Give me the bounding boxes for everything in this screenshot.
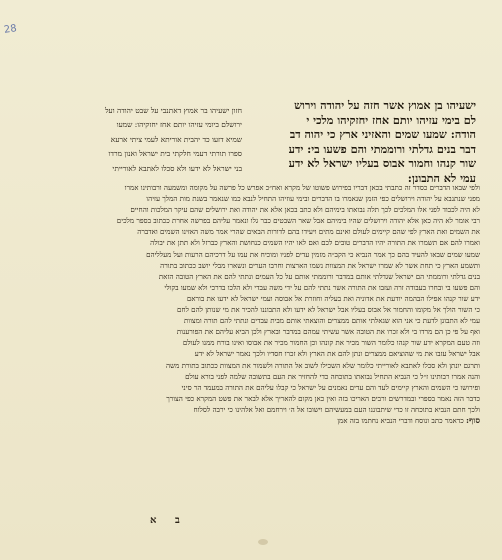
targum-line: חזון ישעיהו בר אמוץ דאתנבי על שבט יהודה ועל xyxy=(105,106,242,115)
targum-line: ספרו תורתי דעמי חלקתי בית ישראל ואנון מרדו xyxy=(108,149,242,159)
paper-stain xyxy=(258,539,268,545)
targum-line: שמיא דזעו כד יהבית אוריתא לעמי ציתי ארעא xyxy=(110,134,242,144)
commentary-line: ואמרו להם אם תשמרו את התורה יהיו הדברים טובים לכם ואם לאו יהיו השמים כנחושת והארץ כברזל ולא תתן את יבולה xyxy=(150,238,480,248)
commentary-line: ולכך חתם הנביא בתוכחה זו כדי שיתבוננו העם במעשיהם וישובו אל ה׳ וירחמם ואל אלהינו כי ירבה לסלוח xyxy=(193,404,480,414)
verse-line: הודה: שמעו שמים והאזיני ארץ כי יהוה דב xyxy=(289,127,476,142)
commentary-line: ואף על פי כן הם מרדו בי ולא זכרו את הטובה אשר עשיתי עמהם במדבר ובארץ ולכן הביא עליהם את הפורענות xyxy=(176,327,480,337)
commentary-line: רבי אומר לא היה כאן אלא יהודה וירושלים שהיו בימיהם אבל שאר השבטים כבר גלו ונאמר עליהם בפרשה אחרת ככתוב בספר מלכים xyxy=(116,216,480,226)
verse-line: דבר בנים גדלתי ורוממתי והם פשעו בי: ידע xyxy=(288,141,476,156)
verse-line: שור קנהו וחמור אבוס בעליו ישראל לא ידע xyxy=(288,156,476,171)
commentary-line: כי השור הולך אל מקומו והחמור אל אבוס בעליו אבל ישראל לא ידעו ולא התבוננו להכיר את מי שנותן להם לחם xyxy=(176,305,480,315)
signature-letter-alef: א xyxy=(150,515,157,526)
commentary-line: וזה טעם המקרא ידע שור קנהו כלומר השור מכיר את קונהו וכן החמור מכיר את אבוסו ואינו בורח ממנו לעולם xyxy=(182,338,480,348)
commentary-line: אבל ישראל עזבו את מי שהוציאם ממצרים ונתן להם את הארץ ולא זכרו חסדיו ולכך נאמר ישראל לא ידע xyxy=(194,349,480,359)
verse-block xyxy=(252,98,476,186)
signature-letter-bet: ב xyxy=(175,515,180,526)
commentary-closing-line xyxy=(18,415,480,426)
commentary-line: ולפי שבאו הדברים כסדר זה כתבתי בכאן דבריו בפירוש פשוטו של מקרא ואח״כ אפרש כל פרשה על מקומה ומשמעה ורבותינו אמרו xyxy=(124,183,480,192)
targum-line: ירושלם ביומי עזיהו יותם אחז יחזקיהו: שמעו xyxy=(116,120,242,130)
verse-line: עמי לא התבונן: xyxy=(407,170,476,185)
commentary-line: ותרגם יונתן ולא סכלו לאתבא לאורייתי כלומר שלא השכילו לשוב אל התורה ולשמור את המצוות ככתוב בתורת משה xyxy=(166,360,480,370)
commentary-line: ידע שור קנהו אפילו הבהמה יודעת את אדוניה ואת בעליה וחוזרת אל אבוסה ועמי ישראל לא ידעו את בוראם xyxy=(186,293,480,303)
commentary-line: ותשמע הארץ כי תחת אשר לא שמרו ישראל את המצוות נשמו הארצות וחרבו הערים ונשארו מבלי יושב ככתוב בתורה xyxy=(160,260,480,270)
commentary-line: את השמים ואת הארץ לפי שהם קיימים לעולם ואינם מתים ויעידו בהם לדורות הבאים שהרי אמר משה האזינו השמים ואדברה xyxy=(137,227,480,237)
page-number-mark: 28 xyxy=(3,23,18,36)
commentary-line: לא היה לכבוד לפני אלו המלכים לכך תלה נבואתו בימיהם ולא כתב בכאן אלא את יהודה ואת ירושלים שהם עיקר המלכות והחיים xyxy=(130,205,480,215)
verse-line: לם בימי עזיהו יותם אחז יחזקיהו מלכי י xyxy=(306,112,476,127)
commentary-line: והנה אמרו רבותינו ז״ל כי הנביא התחיל נבואתו בתוכחה כדי להחזיר את העם בתשובה שלמה לפני בורא עולם xyxy=(185,371,480,381)
targum-line: בני ישראל לא ידעו ולא סכלו לאתבא לאורייתי xyxy=(112,163,242,173)
closing-word: סוף: xyxy=(465,414,480,425)
commentary-line: והם פשעו בי ובחרו בעבודה זרה ועזבו את התורה אשר נתתי להם על ידי משה עבדי ולא הלכו בדרכי ולא שמעו בקולי xyxy=(164,282,480,292)
commentary-line: ופירושו כי השמים והארץ קיימים לעד והם עדים נאמנים על ישראל כי קבלו עליהם את התורה במעמד הר סיני xyxy=(181,382,480,392)
verse-line: ישעיהו בן אמוץ אשר חזה על יהודה וירוש xyxy=(294,98,476,112)
commentary-line: בנים גדלתי ורוממתי הם ישראל שגדלתי אותם במדבר ורוממתי אותם על כל העמים ונתתי להם את הארץ הטובה הזאת xyxy=(158,271,480,281)
commentary-line: עמי לא התבונן לדעת כי אני הוא שגאלתי אותם ממצרים והוצאתי אותם מבית עבדים ונתתי להם תורה ומצוות xyxy=(183,316,480,326)
closing-text: כדאמר כתב ונוסח ודברי הנביא נחתמו בזה אמן xyxy=(337,415,464,425)
targum-block xyxy=(26,104,242,176)
commentary-block xyxy=(18,182,480,426)
commentary-line: שמעו שמים שבאו להעיד בהם כך אמר הנביא כי הקב״ה מזמין עדים לפניו ומוכיח את עמו על דרכיהם הרעות ועל מעלליהם xyxy=(146,249,480,259)
commentary-line: מפני שנתנבא על יהודה וירושלים כפי הזמן שנאמרו בו הדברים ובימי עוזיהו התחיל לנבא כמו שנאמר בשנת מות המלך עזיהו xyxy=(146,194,480,204)
commentary-line: כדבר הזה נאמר בספרי ובמדרשים ורבים האריכו בזה ואין כאן מקום להאריך אלא לבאר את פשט המקרא כפי הצורך xyxy=(166,393,480,403)
